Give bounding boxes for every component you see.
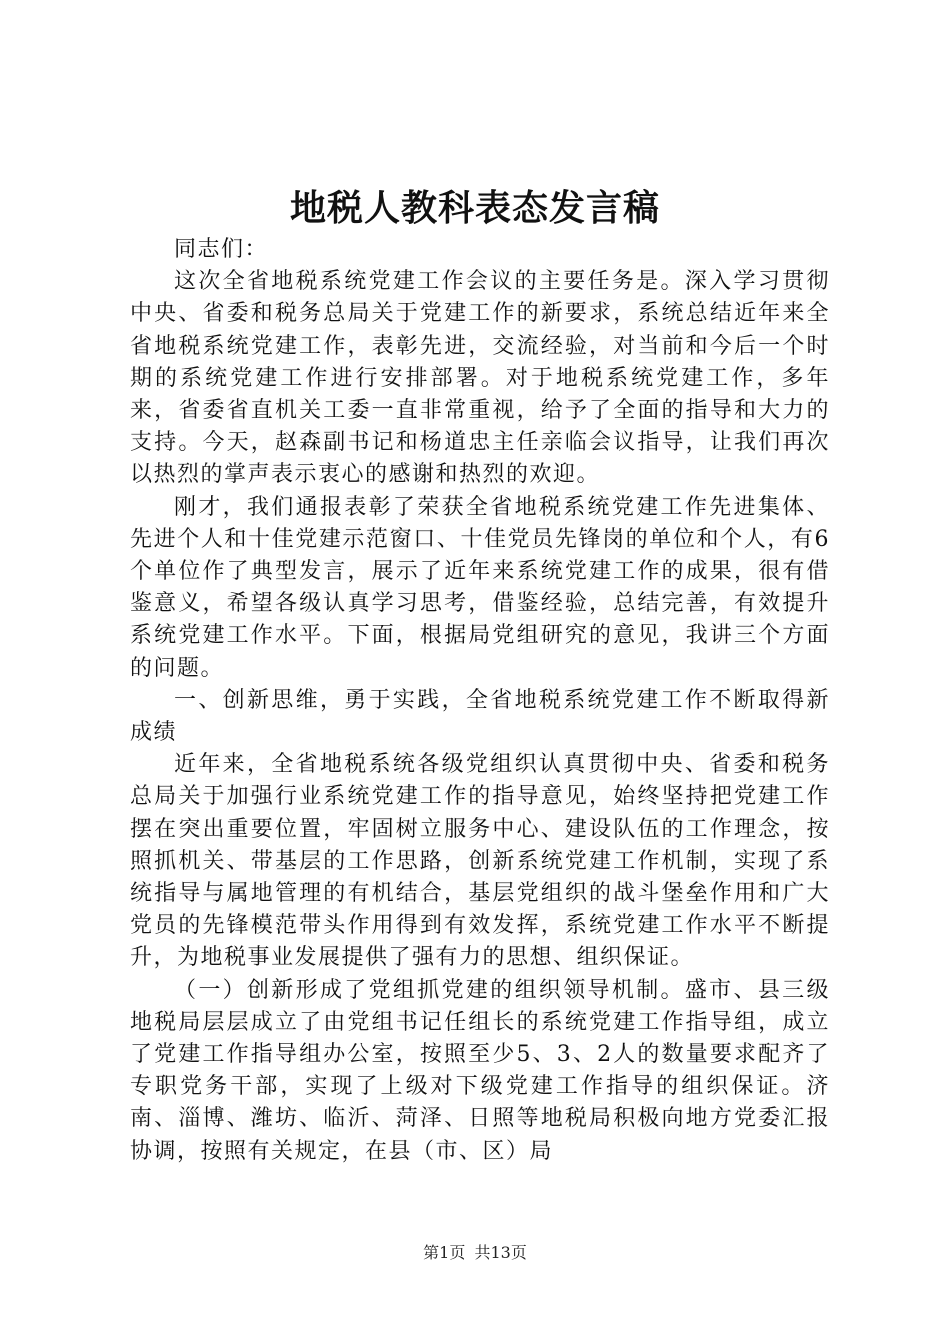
page-footer [0,1243,950,1263]
body-paragraph: （一）创新形成了党组抓党建的组织领导机制。盛市、县三级地税局层层成立了由党组书记任组长的系统党建工作指导组，成立了党建工作指导组办公室，按照至少5、3、2人的数量要求配齐了专职党务干部，实现了上级对下级党建工作指导的组织保证。济南、淄博、潍坊、临沂、菏泽、日照等地税局积极向地方党委汇报协调，按照有关规定，在县（市、区）局 [130,977,830,1164]
document-body [130,234,830,1168]
body-paragraph: 近年来，全省地税系统各级党组织认真贯彻中央、省委和税务总局关于加强行业系统党建工作的指导意见，始终坚持把党建工作摆在突出重要位置，牢固树立服务中心、建设队伍的工作理念，按照抓机关、带基层的工作思路，创新系统党建工作机制，实现了系统指导与属地管理的有机结合，基层党组织的战斗堡垒作用和广大党员的先锋模范带头作用得到有效发挥，系统党建工作水平不断提升，为地税事业发展提供了强有力的思想、组织保证。 [130,752,830,971]
salutation-paragraph: 同志们： [174,237,269,262]
page-total: 共13页 [474,1243,527,1262]
document-title: 地税人教科表态发言稿 [289,187,660,229]
section-heading: 一、创新思维，勇于实践，全省地税系统党建工作不断取得新成绩 [130,687,830,746]
body-paragraph: 刚才，我们通报表彰了荣获全省地税系统党建工作先进集体、先进个人和十佳党建示范窗口、十佳党员先锋岗的单位和个人，有6个单位作了典型发言，展示了近年来系统党建工作的成果，很有借鉴意义，希望各级认真学习思考，借鉴经验，总结完善，有效提升系统党建工作水平。下面，根据局党组研究的意见，我讲三个方面的问题。 [130,494,830,681]
body-paragraph: 这次全省地税系统党建工作会议的主要任务是。深入学习贯彻中央、省委和税务总局关于党建工作的新要求，系统总结近年来全省地税系统党建工作，表彰先进，交流经验，对当前和今后一个时期的系统党建工作进行安排部署。对于地税系统党建工作，多年来，省委省直机关工委一直非常重视，给予了全面的指导和大力的支持。今天，赵森副书记和杨道忠主任亲临会议指导，让我们再次以热烈的掌声表示衷心的感谢和热烈的欢迎。 [130,269,830,488]
page-number: 第1页 [423,1243,466,1262]
